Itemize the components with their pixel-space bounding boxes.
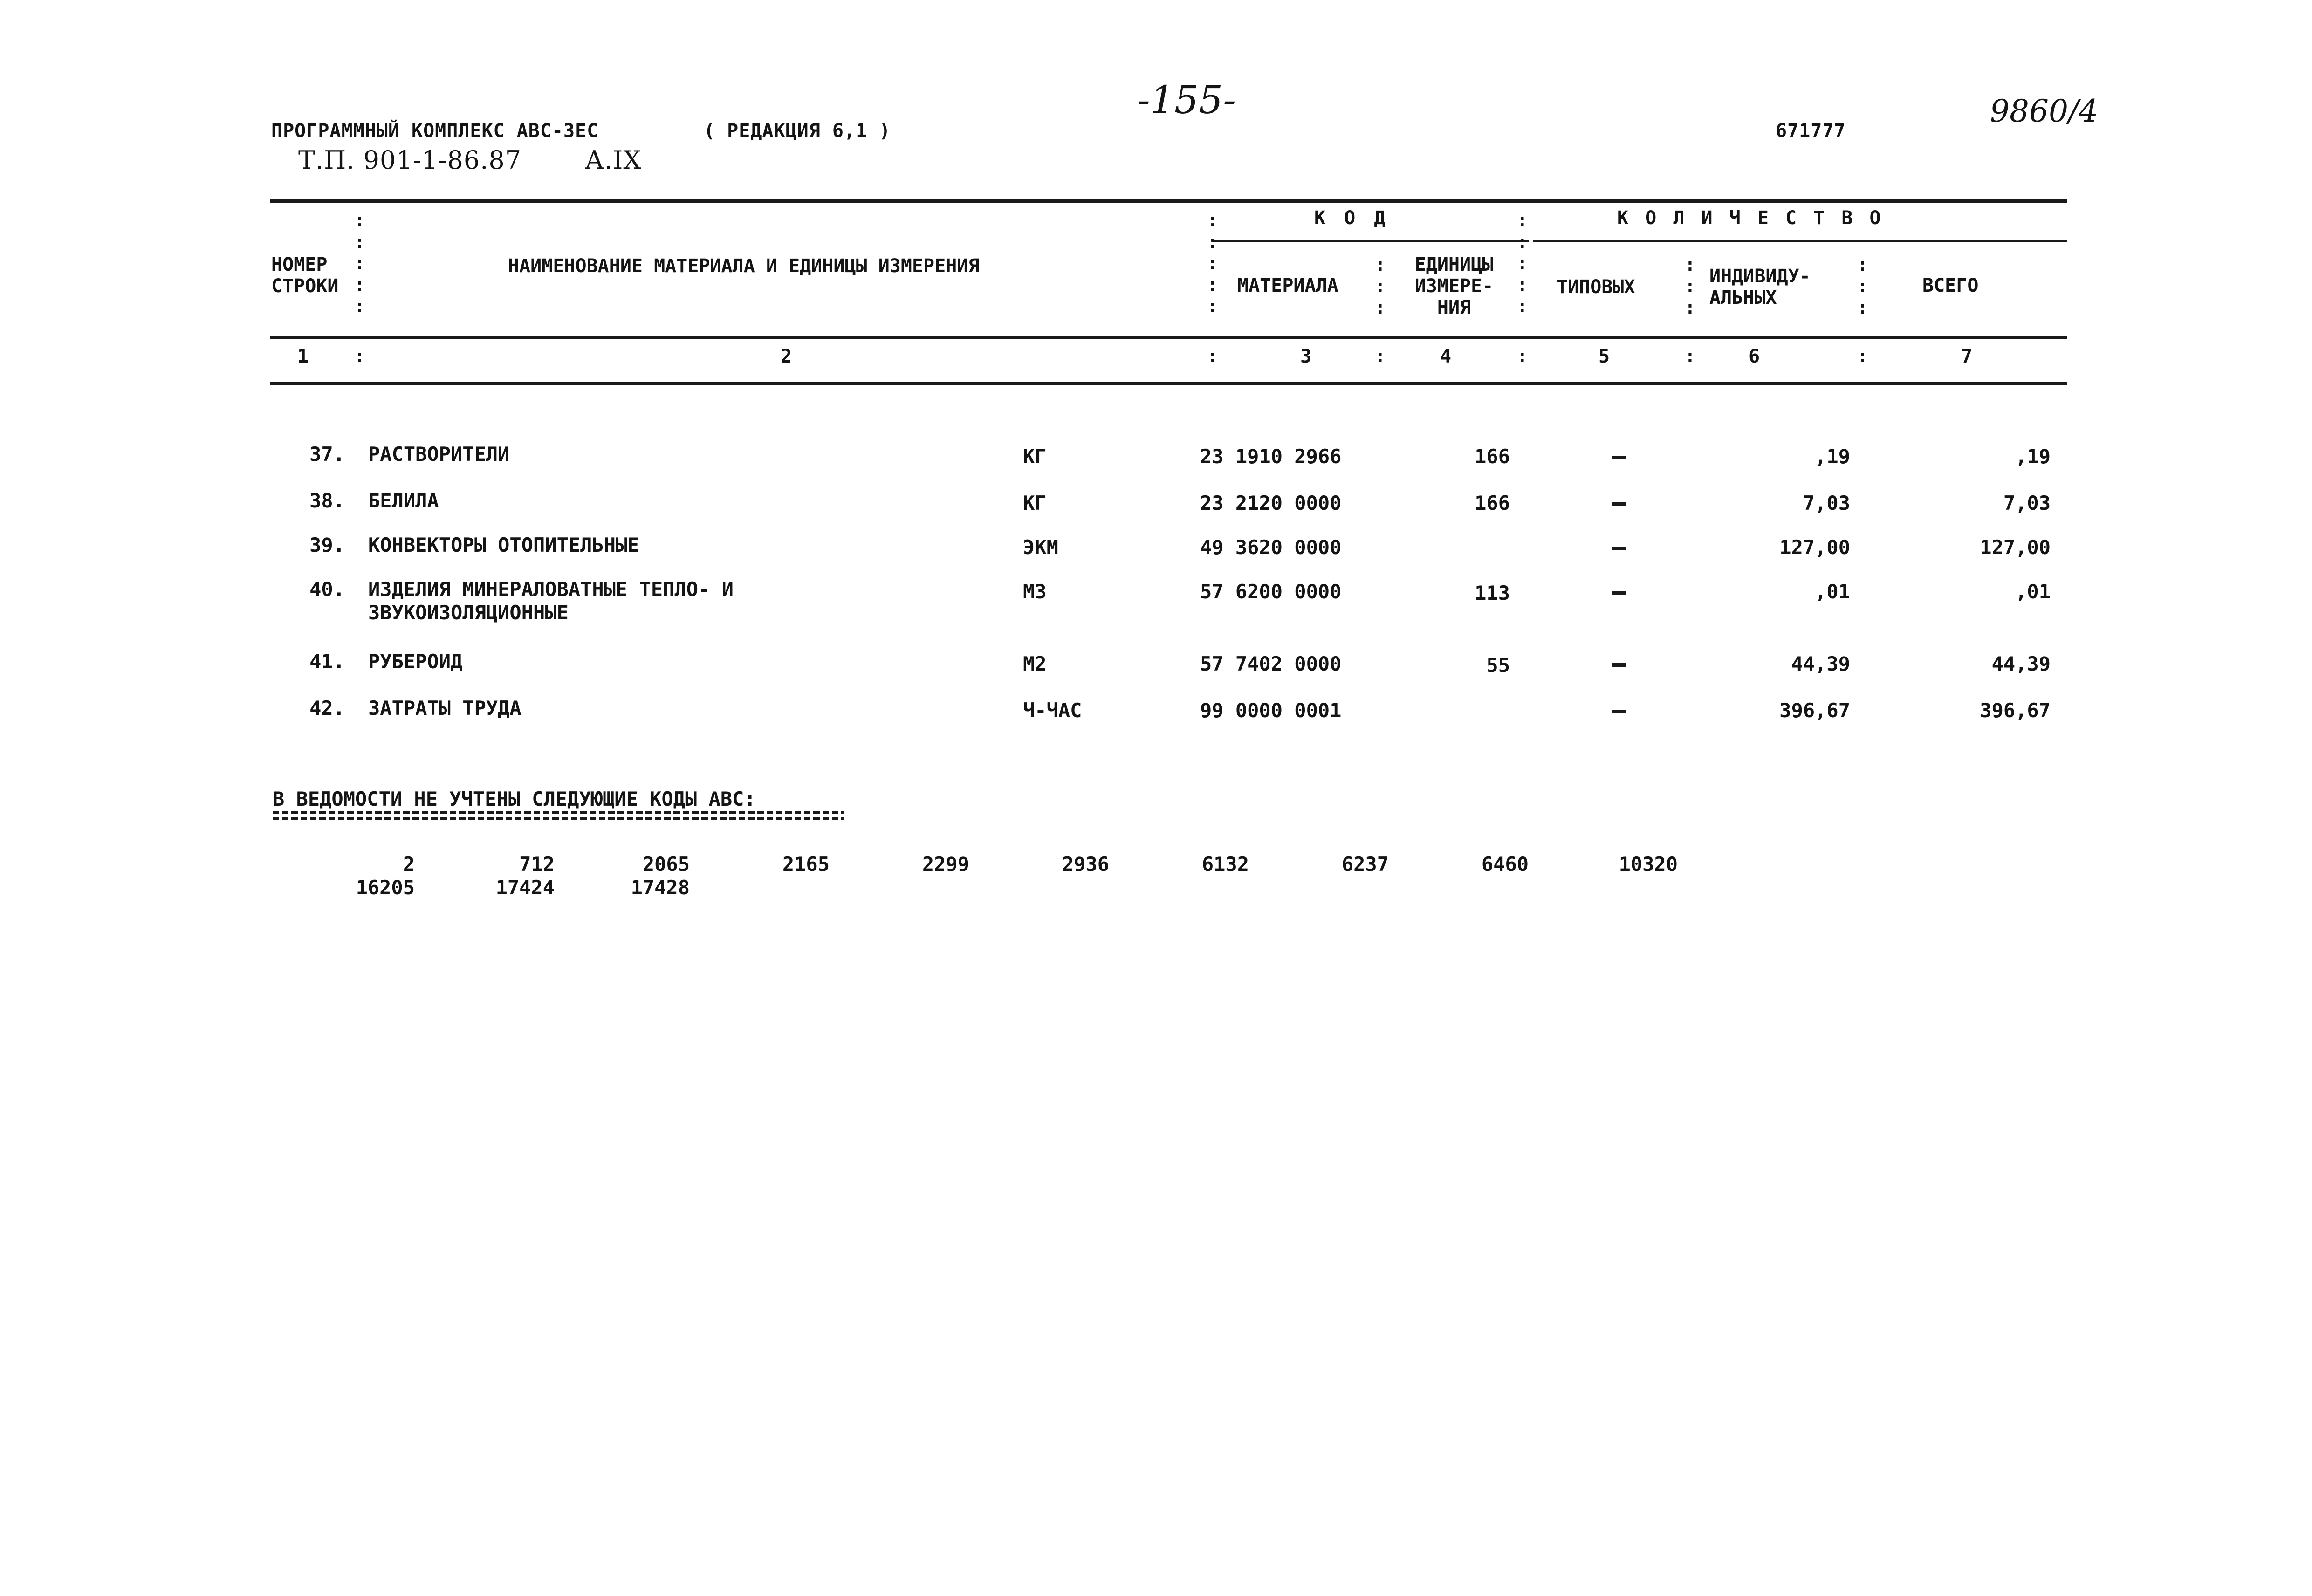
page-number: -155- <box>1137 78 1236 123</box>
typical-dash <box>1612 663 1626 667</box>
header-separator: : : : : : <box>1517 210 1528 316</box>
inventory-number: 9860/4 <box>1990 93 2099 129</box>
individual-qty: 396,67 <box>1779 699 1850 722</box>
code-value: 17424 <box>495 876 555 899</box>
col-header-name: НАИМЕНОВАНИЕ МАТЕРИАЛА И ЕДИНИЦЫ ИЗМЕРЕНИЯ <box>508 255 980 277</box>
code-value: 6237 <box>1341 853 1389 876</box>
column-number: 3 <box>1300 346 1312 367</box>
col-header-material: МАТЕРИАЛА <box>1237 275 1338 296</box>
material-name: ИЗДЕЛИЯ МИНЕРАЛОВАТНЫЕ ТЕПЛО- И <box>368 578 734 601</box>
material-code: 49 3620 0000 <box>1200 536 1342 559</box>
code-value: 6460 <box>1481 853 1529 876</box>
unit-code: 113 <box>1475 582 1510 604</box>
unit-name: ЭКМ <box>1023 536 1058 559</box>
material-name-continued: ЗВУКОИЗОЛЯЦИОННЫЕ <box>368 601 569 624</box>
total-qty: 127,00 <box>1980 536 2051 559</box>
material-name: РУБЕРОИД <box>368 650 463 673</box>
column-number: 6 <box>1749 346 1760 367</box>
individual-qty: ,19 <box>1815 445 1850 468</box>
material-name: БЕЛИЛА <box>368 489 439 512</box>
header-separator: : : : <box>1685 254 1695 318</box>
unit-name: Ч-ЧАС <box>1023 699 1082 722</box>
total-qty: 7,03 <box>2003 492 2051 514</box>
individual-qty: 44,39 <box>1791 652 1850 675</box>
column-number-separator: : <box>1207 346 1218 366</box>
unaccounted-codes-note: В ВЕДОМОСТИ НЕ УЧТЕНЫ СЛЕДУЮЩИЕ КОДЫ АВС: <box>273 788 756 810</box>
total-qty: 44,39 <box>1991 652 2051 675</box>
column-number: 1 <box>297 346 309 367</box>
program-title: ПРОГРАММНЫЙ КОМПЛЕКС АВС-ЗЕС <box>271 120 599 142</box>
col-header-typical: ТИПОВЫХ <box>1557 276 1635 298</box>
column-numbers-rule <box>270 382 2067 385</box>
double-underline <box>273 811 844 820</box>
header-separator: : : : : : <box>354 210 365 316</box>
col-header-qty-group: К О Л И Ч Е С Т В О <box>1617 207 1884 229</box>
row-number: 39. <box>309 534 345 556</box>
header-separator: : : : <box>1375 254 1386 318</box>
unit-name: КГ <box>1023 445 1047 468</box>
header-bottom-rule <box>270 336 2067 339</box>
column-number: 5 <box>1599 346 1610 367</box>
code-value: 16205 <box>356 876 415 899</box>
code-value: 2 <box>403 853 415 876</box>
material-code: 57 7402 0000 <box>1200 652 1342 675</box>
code-value: 17428 <box>631 876 690 899</box>
total-qty: ,19 <box>2015 445 2051 468</box>
material-name: КОНВЕКТОРЫ ОТОПИТЕЛЬНЫЕ <box>368 534 639 556</box>
header-separator: : : : : : <box>1207 210 1218 316</box>
material-code: 99 0000 0001 <box>1200 699 1342 722</box>
typical-dash <box>1612 710 1626 713</box>
column-number-separator: : <box>354 346 365 366</box>
edition-label: ( РЕДАКЦИЯ 6,1 ) <box>704 120 891 142</box>
album-label: А.IX <box>585 145 642 175</box>
typical-dash <box>1612 591 1626 595</box>
col-header-code-group: К О Д <box>1314 207 1389 229</box>
code-value: 712 <box>519 853 555 876</box>
row-number: 40. <box>309 578 345 601</box>
sheet-id: 671777 <box>1776 120 1846 142</box>
total-qty: ,01 <box>2015 580 2051 603</box>
typical-dash <box>1612 456 1626 459</box>
col-header-total: ВСЕГО <box>1922 275 1979 296</box>
column-number-separator: : <box>1685 346 1695 366</box>
code-value: 10320 <box>1619 853 1678 876</box>
row-number: 42. <box>309 697 345 719</box>
material-code: 23 1910 2966 <box>1200 445 1342 468</box>
column-number-separator: : <box>1517 346 1528 366</box>
unit-name: М2 <box>1023 652 1047 675</box>
material-name: ЗАТРАТЫ ТРУДА <box>368 697 521 719</box>
code-value: 2065 <box>642 853 690 876</box>
column-number: 2 <box>781 346 792 367</box>
individual-qty: 7,03 <box>1803 492 1850 514</box>
unit-code: 55 <box>1486 654 1510 677</box>
column-number-separator: : <box>1375 346 1386 366</box>
individual-qty: ,01 <box>1815 580 1850 603</box>
column-number: 7 <box>1961 346 1973 367</box>
material-name: РАСТВОРИТЕЛИ <box>368 443 510 466</box>
qty-group-rule <box>1533 240 2067 242</box>
row-number: 38. <box>309 489 345 512</box>
total-qty: 396,67 <box>1980 699 2051 722</box>
row-number: 41. <box>309 650 345 673</box>
unit-code: 166 <box>1475 492 1510 514</box>
unit-code: 166 <box>1475 445 1510 468</box>
typical-dash <box>1612 502 1626 506</box>
document-code: Т.П. 901-1-86.87 <box>298 145 522 175</box>
code-value: 2299 <box>922 853 969 876</box>
code-group-rule <box>1212 240 1529 242</box>
code-value: 2936 <box>1062 853 1109 876</box>
col-header-individual: ИНДИВИДУ- АЛЬНЫХ <box>1709 266 1811 308</box>
unit-name: КГ <box>1023 492 1047 514</box>
material-code: 57 6200 0000 <box>1200 580 1342 603</box>
column-number-separator: : <box>1857 346 1868 366</box>
col-header-unit: ЕДИНИЦЫ ИЗМЕРЕ- НИЯ <box>1414 254 1494 318</box>
row-number: 37. <box>309 443 345 466</box>
material-code: 23 2120 0000 <box>1200 492 1342 514</box>
individual-qty: 127,00 <box>1779 536 1850 559</box>
col-header-row-number: НОМЕР СТРОКИ <box>271 254 339 297</box>
code-value: 2165 <box>782 853 830 876</box>
code-value: 6132 <box>1201 853 1249 876</box>
column-number: 4 <box>1440 346 1452 367</box>
header-separator: : : : <box>1857 254 1868 318</box>
typical-dash <box>1612 547 1626 550</box>
unit-name: М3 <box>1023 580 1047 603</box>
table-top-rule <box>270 199 2067 203</box>
